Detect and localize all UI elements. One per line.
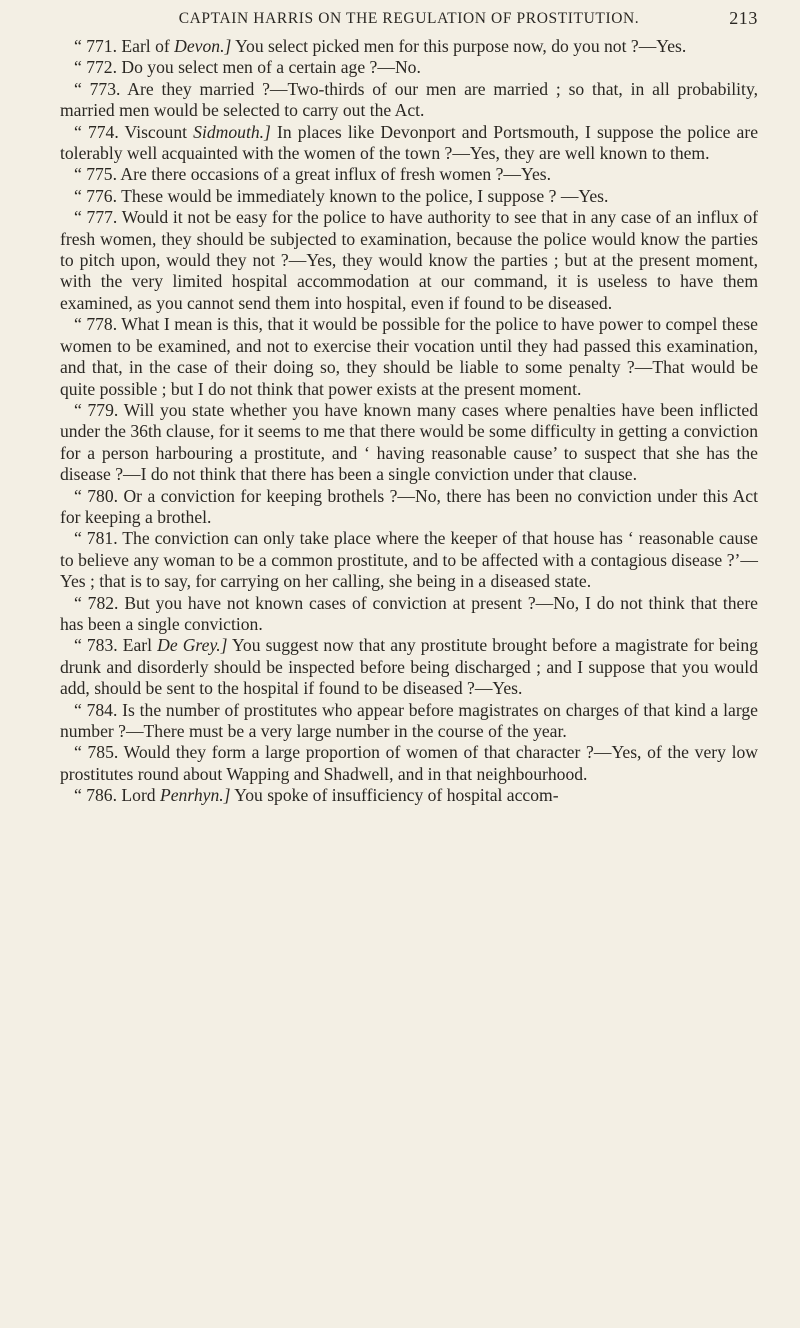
speaker-name: De Grey.] <box>157 635 228 656</box>
question-paragraph: “ 776. These would be immediately known to the police, I suppose ? —Yes. <box>74 185 609 206</box>
page-number: 213 <box>729 8 758 28</box>
question-paragraph: “ 773. Are they married ?—Two-thirds of our men are married ; so that, in all probability, married men would be selected to carry out the Act. <box>60 78 758 121</box>
speaker-name: Sidmouth.] <box>193 121 271 142</box>
question-paragraph: “ 780. Or a conviction for keeping brothels ?—No, there has been no conviction under this Act for keeping a brothel. <box>60 485 758 527</box>
question-paragraph: “ 786. Lord Penrhyn.] You spoke of insufficiency of hospital accom- <box>74 785 559 806</box>
speaker-name: Penrhyn.] <box>160 785 231 806</box>
speaker-name: Devon.] <box>174 36 232 56</box>
running-title: CAPTAIN HARRIS ON THE REGULATION OF PROSTITUTION. <box>178 10 640 27</box>
question-paragraph: “ 774. Viscount Sidmouth.] In places like Devonport and Portsmouth, I suppose the police are tolerably well acquainted with the women of the town ?—Yes, they are well known to them. <box>60 121 759 164</box>
question-paragraph: “ 781. The conviction can only take place where the keeper of that house has ‘ reasonable cause to believe any woman to be a common prostitute, and to be affected with a contagious disease ?’—Yes ; that is to say, for carrying on her calling, she being in a diseased state. <box>60 528 758 592</box>
question-paragraph: “ 772. Do you select men of a certain age ?—No. <box>74 57 421 78</box>
question-paragraph: “ 783. Earl De Grey.] You suggest now that any prostitute brought before a magistrate for being drunk and disorderly should be inspected before being discharged ; and I suppose that you would add, should be sent to the hospital if found to be diseased ?—Yes. <box>60 635 758 699</box>
question-paragraph: “ 771. Earl of Devon.] You select picked men for this purpose now, do you not ?—Yes. <box>74 36 687 56</box>
question-paragraph: “ 779. Will you state whether you have known many cases where penalties have been inflicted under the 36th clause, for it seems to me that there would be some difficulty in getting a conviction for a person harbouring a prostitute, and ‘ having reasonable cause’ to suspect that she has the disease ?—I do not think that there has been a single conviction under that clause. <box>60 399 758 485</box>
question-paragraph: “ 784. Is the number of prostitutes who appear before magistrates on charges of that kind a large number ?—There must be a very large number in the course of the year. <box>60 699 758 741</box>
question-paragraph: “ 778. What I mean is this, that it would be possible for the police to have power to compel these women to be examined, and not to exercise their vocation until they had passed this examination, and that, in the case of their doing so, they should be liable to some penalty ?—That would be quite possible ; but I do not think that power exists at the present moment. <box>60 314 758 399</box>
question-paragraph: “ 775. Are there occasions of a great influx of fresh women ?—Yes. <box>74 164 552 185</box>
question-paragraph: “ 785. Would they form a large proportion of women of that character ?—Yes, of the very low prostitutes round about Wapping and Shadwell, and in that neighbourhood. <box>60 742 758 784</box>
question-paragraph: “ 782. But you have not known cases of conviction at present ?—No, I do not think that there has been a single conviction. <box>60 592 758 634</box>
running-head <box>60 8 758 36</box>
question-paragraph: “ 777. Would it not be easy for the police to have authority to see that in any case of an influx of fresh women, they should be subjected to examination, because the police would know the parties to pitch upon, would they not ?—Yes, they would know the parties ; but at the present moment, with the very limited hospital accommodation at our command, it is useless to have them examined, as you cannot send them into hospital, even if found to be diseased. <box>60 207 758 313</box>
body-text <box>60 36 758 807</box>
